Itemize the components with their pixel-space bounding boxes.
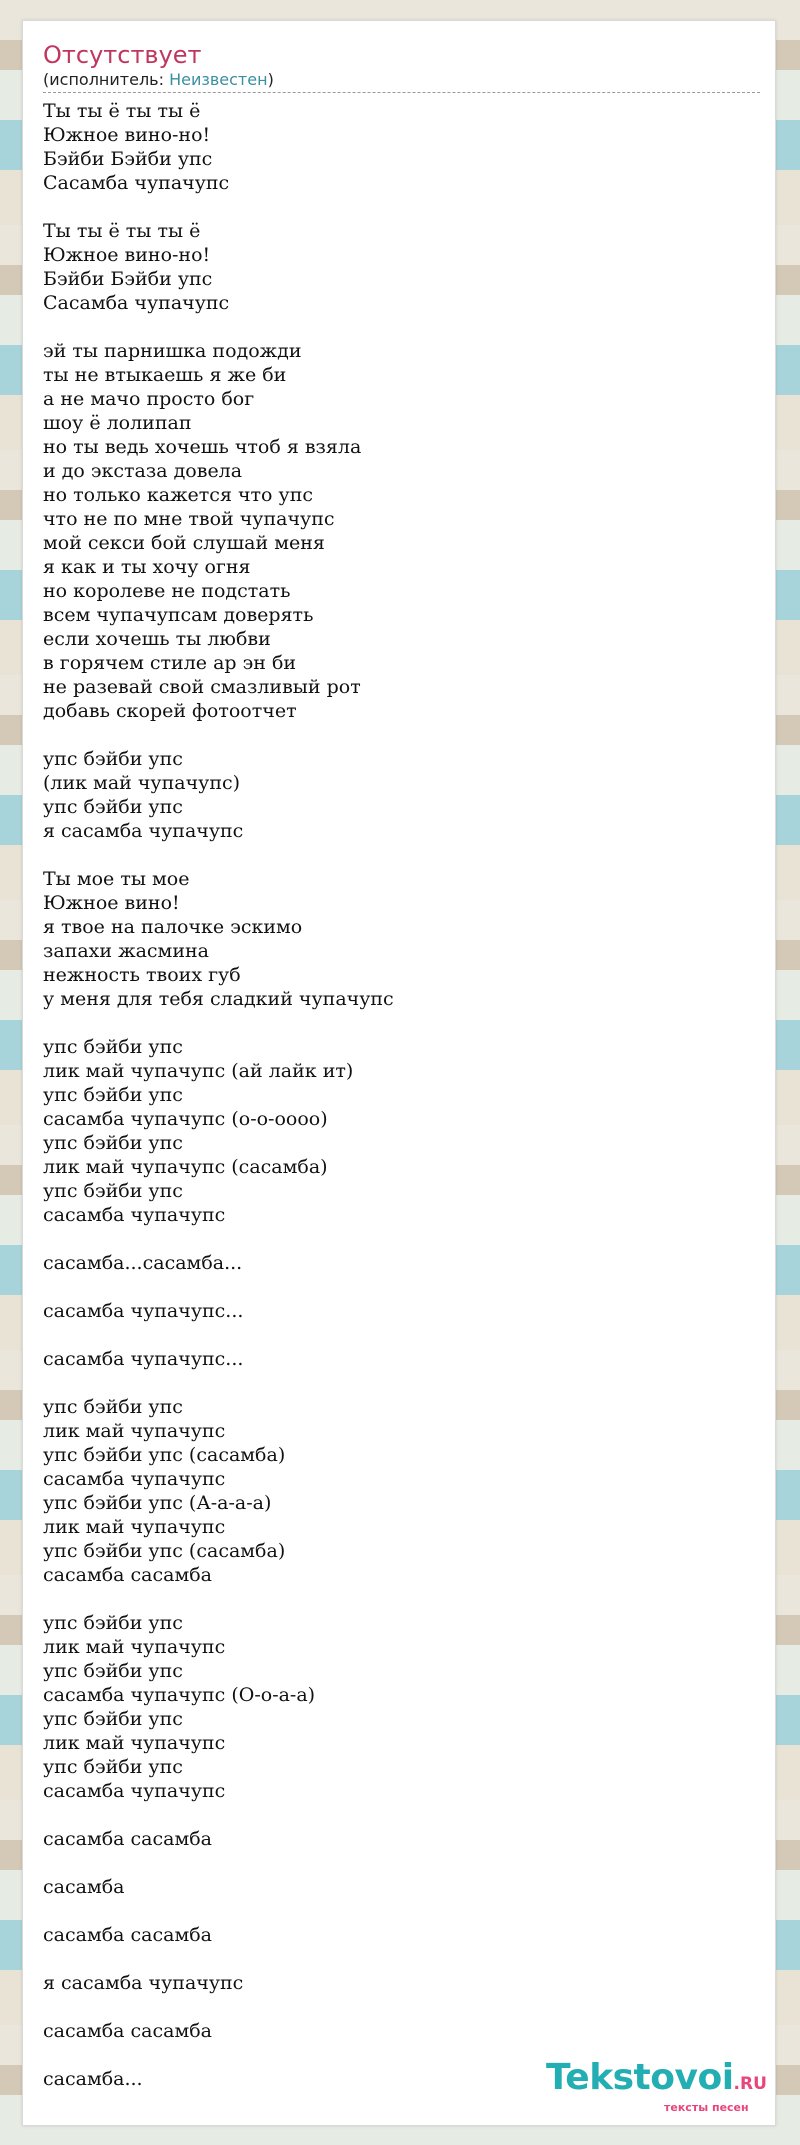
artist-line	[43, 70, 760, 93]
logo-tagline: тексты песен	[664, 2101, 749, 2114]
lyrics-card	[22, 20, 776, 2126]
site-logo[interactable]	[546, 2057, 776, 2121]
song-title: Отсутствует	[43, 41, 202, 69]
artist-link[interactable]: Неизвестен	[169, 70, 268, 89]
logo-wordmark: Tekstovoi	[546, 2057, 734, 2098]
logo-domain: .RU	[733, 2074, 767, 2094]
artist-prefix: (исполнитель:	[43, 70, 170, 89]
artist-suffix: )	[267, 70, 274, 89]
lyrics-text: Ты ты ё ты ты ё Южное вино-но! Бэйби Бэйби упс Сасамба чупачупс Ты ты ё ты ты ё Южное вино-но! Бэйби Бэйби упс Сасамба чупачупс эй ты парнишка подожди ты не втыкаешь я же би а не мачо просто бог шоу ё лолипап но ты ведь хочешь чтоб я взяла и до экстаза довела но только кажется что упс что не по мне твой чупачупс мой секси бой слушай меня я как и ты хочу огня но королеве не подстать всем чупачупсам доверять если хочешь ты любви в горячем стиле ар эн би не разевай свой смазливый рот добавь скорей фотоотчет упс бэйби упс (лик май чупачупс) упс бэйби упс я сасамба чупачупс Ты мое ты мое Южное вино! я твое на палочке эскимо запахи жасмина нежность твоих губ у меня для тебя сладкий чупачупс упс бэйби упс лик май чупачупс (ай лайк ит) упс бэйби упс сасамба чупачупс (о-о-оооо) упс бэйби упс лик май чупачупс (сасамба) упс бэйби упс сасамба чупачупс сасамба...сасамба... сасамба чупачупс... сасамба чупачупс... упс бэйби упс лик май чупачупс упс бэйби упс (сасамба) сасамба чупачупс упс бэйби упс (А-а-а-а) лик май чупачупс упс бэйби упс (сасамба) сасамба сасамба упс бэйби упс лик май чупачупс упс бэйби упс сасамба чупачупс (О-о-а-а) упс бэйби упс лик май чупачупс упс бэйби упс сасамба чупачупс сасамба сасамба сасамба сасамба сасамба я сасамба чупачупс сасамба сасамба сасамба...	[43, 100, 394, 2090]
